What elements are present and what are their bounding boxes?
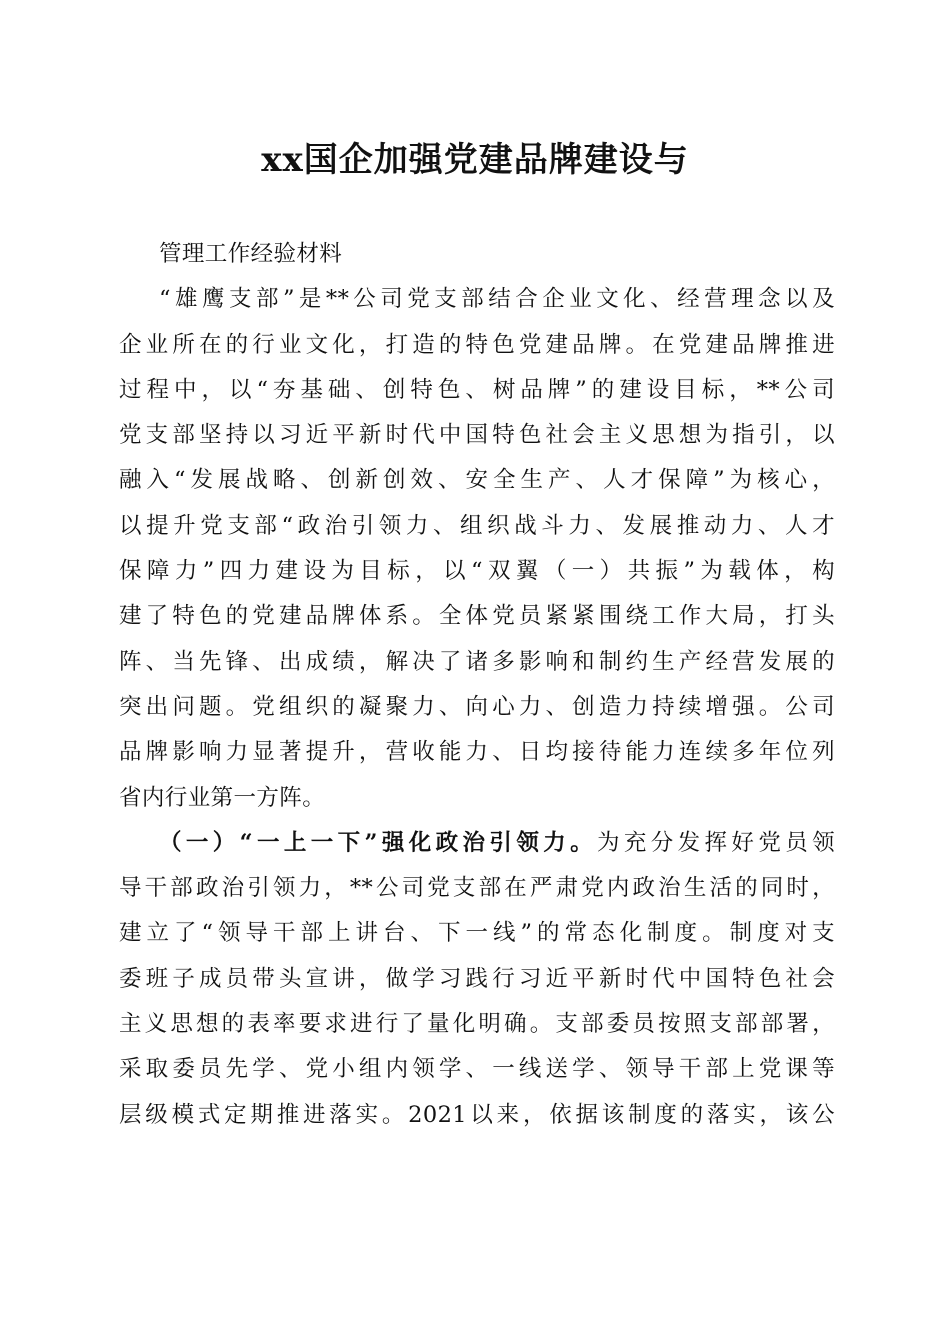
paragraph-line: 阵、当先锋、出成绩，解决了诸多影响和制约生产经营发展的 (119, 648, 835, 675)
document-subtitle: 管理工作经验材料 (159, 241, 343, 267)
paragraph-line: 保障力”四力建设为目标，以“双翼（一）共振”为载体，构 (119, 558, 835, 585)
paragraph-line: 党支部坚持以习近平新时代中国特色社会主义思想为指引，以 (119, 422, 835, 449)
section-heading: （一）“一上一下”强化政治引领力。 (159, 829, 597, 856)
paragraph-line: 建了特色的党建品牌体系。全体党员紧紧围绕工作大局，打头 (119, 603, 835, 630)
paragraph-line: 以提升党支部“政治引领力、组织战斗力、发展推动力、人才 (119, 512, 835, 539)
paragraph-line: 企业所在的行业文化，打造的特色党建品牌。在党建品牌推进 (119, 331, 835, 358)
paragraph-line: “雄鹰支部”是**公司党支部结合企业文化、经营理念以及 (159, 286, 835, 313)
document-title: xx国企加强党建品牌建设与 (261, 140, 689, 180)
paragraph-line: 过程中，以“夯基础、创特色、树品牌”的建设目标，**公司 (119, 376, 835, 403)
paragraph-line: 品牌影响力显著提升，营收能力、日均接待能力连续多年位列 (119, 739, 835, 766)
section-heading-line (119, 821, 835, 866)
paragraph-line: 层级模式定期推进落实。2021以来，依据该制度的落实，该公 (119, 1101, 835, 1128)
paragraph-line: 主义思想的表率要求进行了量化明确。支部委员按照支部部署， (119, 1011, 835, 1038)
paragraph-line: 导干部政治引领力，**公司党支部在严肃党内政治生活的同时， (119, 875, 835, 902)
section-heading-rest: 为充分发挥好党员领 (596, 829, 835, 856)
paragraph-line: 融入“发展战略、创新创效、安全生产、人才保障”为核心， (119, 467, 835, 494)
paragraph-line: 建立了“领导干部上讲台、下一线”的常态化制度。制度对支 (119, 920, 835, 947)
document-body (119, 232, 835, 1138)
paragraph-line: 委班子成员带头宣讲，做学习践行习近平新时代中国特色社会 (119, 965, 835, 992)
paragraph-line: 省内行业第一方阵。 (119, 784, 326, 811)
paragraph-line: 采取委员先学、党小组内领学、一线送学、领导干部上党课等 (119, 1056, 835, 1083)
paragraph-line: 突出问题。党组织的凝聚力、向心力、创造力持续增强。公司 (119, 693, 835, 720)
